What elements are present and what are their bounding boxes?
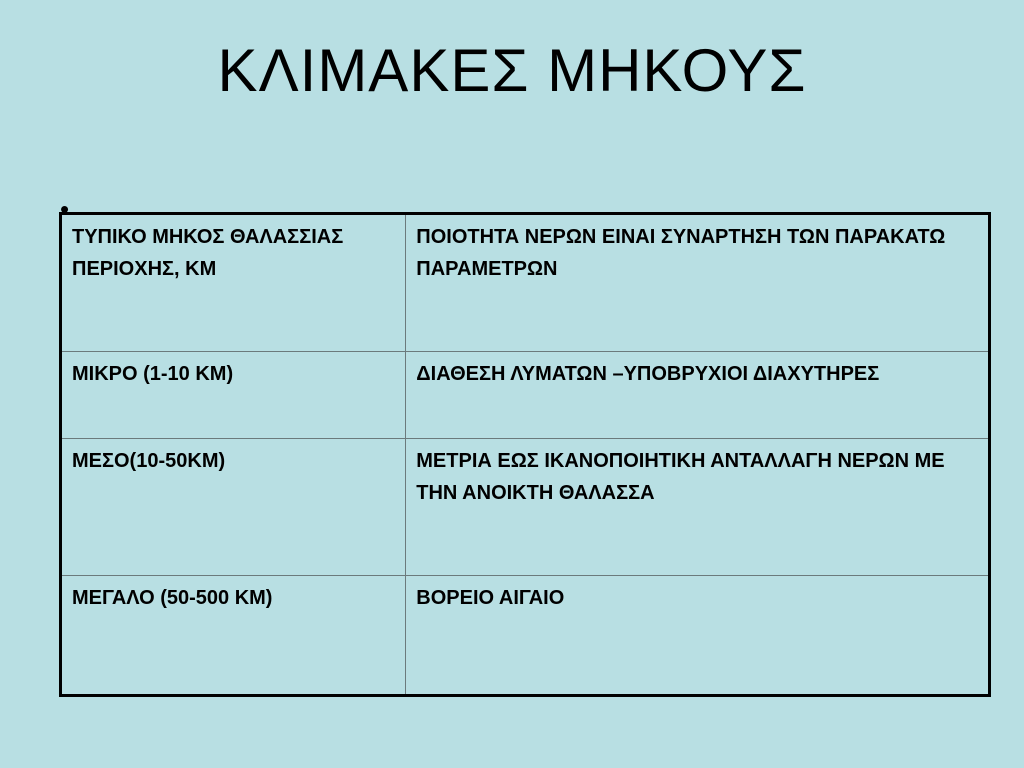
bullet-point: • <box>60 194 70 224</box>
table-cell: ΜΙΚΡΟ (1-10 ΚΜ) <box>61 352 406 439</box>
table-row <box>61 576 990 696</box>
table-cell: ΤΥΠΙΚΟ ΜΗΚΟΣ ΘΑΛΑΣΣΙΑΣ ΠΕΡΙΟΧΗΣ, ΚΜ <box>61 214 406 352</box>
length-scales-table <box>59 212 991 697</box>
table-cell: ΜΕΓΑΛΟ (50-500 ΚΜ) <box>61 576 406 696</box>
table-cell: ΠΟΙΟΤΗΤΑ ΝΕΡΩΝ ΕΙΝΑΙ ΣΥΝΑΡΤΗΣΗ ΤΩΝ ΠΑΡΑΚΑΤΩ ΠΑΡΑΜΕΤΡΩΝ <box>406 214 990 352</box>
table-cell: ΜΕΣΟ(10-50ΚΜ) <box>61 439 406 576</box>
table-cell: ΒΟΡΕΙΟ ΑΙΓΑΙΟ <box>406 576 990 696</box>
slide-title: ΚΛΙΜΑΚΕΣ ΜΗΚΟΥΣ <box>217 37 807 104</box>
table-cell: ΔΙΑΘΕΣΗ ΛΥΜΑΤΩΝ –ΥΠΟΒΡΥΧΙΟΙ ΔΙΑΧΥΤΗΡΕΣ <box>406 352 990 439</box>
table-row <box>61 439 990 576</box>
table-row <box>61 352 990 439</box>
table-row <box>61 214 990 352</box>
table-cell: ΜΕΤΡΙΑ ΕΩΣ ΙΚΑΝΟΠΟΙΗΤΙΚΗ ΑΝΤΑΛΛΑΓΗ ΝΕΡΩΝ ΜΕ ΤΗΝ ΑΝΟΙΚΤΗ ΘΑΛΑΣΣΑ <box>406 439 990 576</box>
